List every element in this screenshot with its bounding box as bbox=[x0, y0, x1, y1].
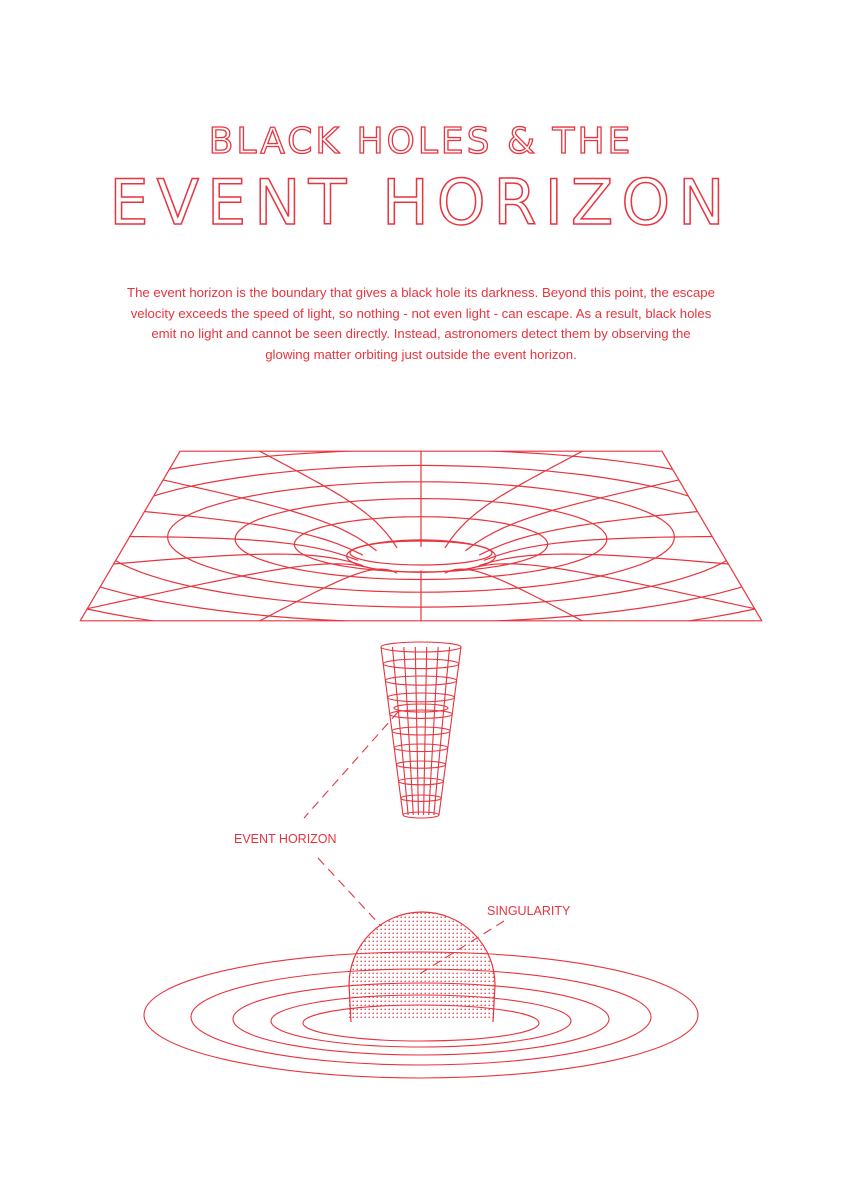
leader-line-upper bbox=[304, 712, 398, 818]
funnel-throat bbox=[381, 642, 461, 818]
grid-spoke bbox=[480, 486, 842, 555]
grid-spoke bbox=[0, 486, 363, 555]
grid-spoke bbox=[445, 569, 652, 657]
leader-line-lower bbox=[318, 858, 381, 926]
throat-line bbox=[424, 647, 427, 815]
intro-line: emit no light and cannot be seen directly. Instead, astronomers detect them by observing the bbox=[151, 326, 691, 341]
grid-spoke bbox=[0, 554, 363, 586]
throat-ring-highlight bbox=[394, 704, 448, 712]
grid-spoke bbox=[0, 443, 376, 551]
event-horizon-sphere bbox=[349, 900, 495, 1030]
grid-spoke bbox=[480, 554, 842, 586]
spacetime-grid bbox=[0, 404, 842, 667]
intro-line: The event horizon is the boundary that gives a black hole its darkness. Beyond this point, the escape bbox=[127, 285, 715, 300]
intro-line: velocity exceeds the speed of light, so nothing - not even light - can escape. As a result, black holes bbox=[130, 305, 712, 321]
title-line-1: BLACK HOLES & THE bbox=[208, 121, 634, 162]
throat-line bbox=[381, 647, 403, 815]
throat-line bbox=[439, 647, 461, 815]
title-line-2: EVENT HORIZON bbox=[109, 166, 733, 239]
grid-spoke bbox=[466, 443, 842, 551]
label-event-horizon: EVENT HORIZON bbox=[234, 832, 337, 846]
grid-lines bbox=[0, 404, 842, 667]
grid-spoke bbox=[190, 569, 397, 657]
label-singularity: SINGULARITY bbox=[487, 904, 571, 918]
throat-line bbox=[415, 647, 418, 815]
grid-spoke bbox=[484, 536, 842, 560]
grid-spoke bbox=[0, 536, 358, 560]
intro-line: glowing matter orbiting just outside the event horizon. bbox=[265, 346, 577, 362]
